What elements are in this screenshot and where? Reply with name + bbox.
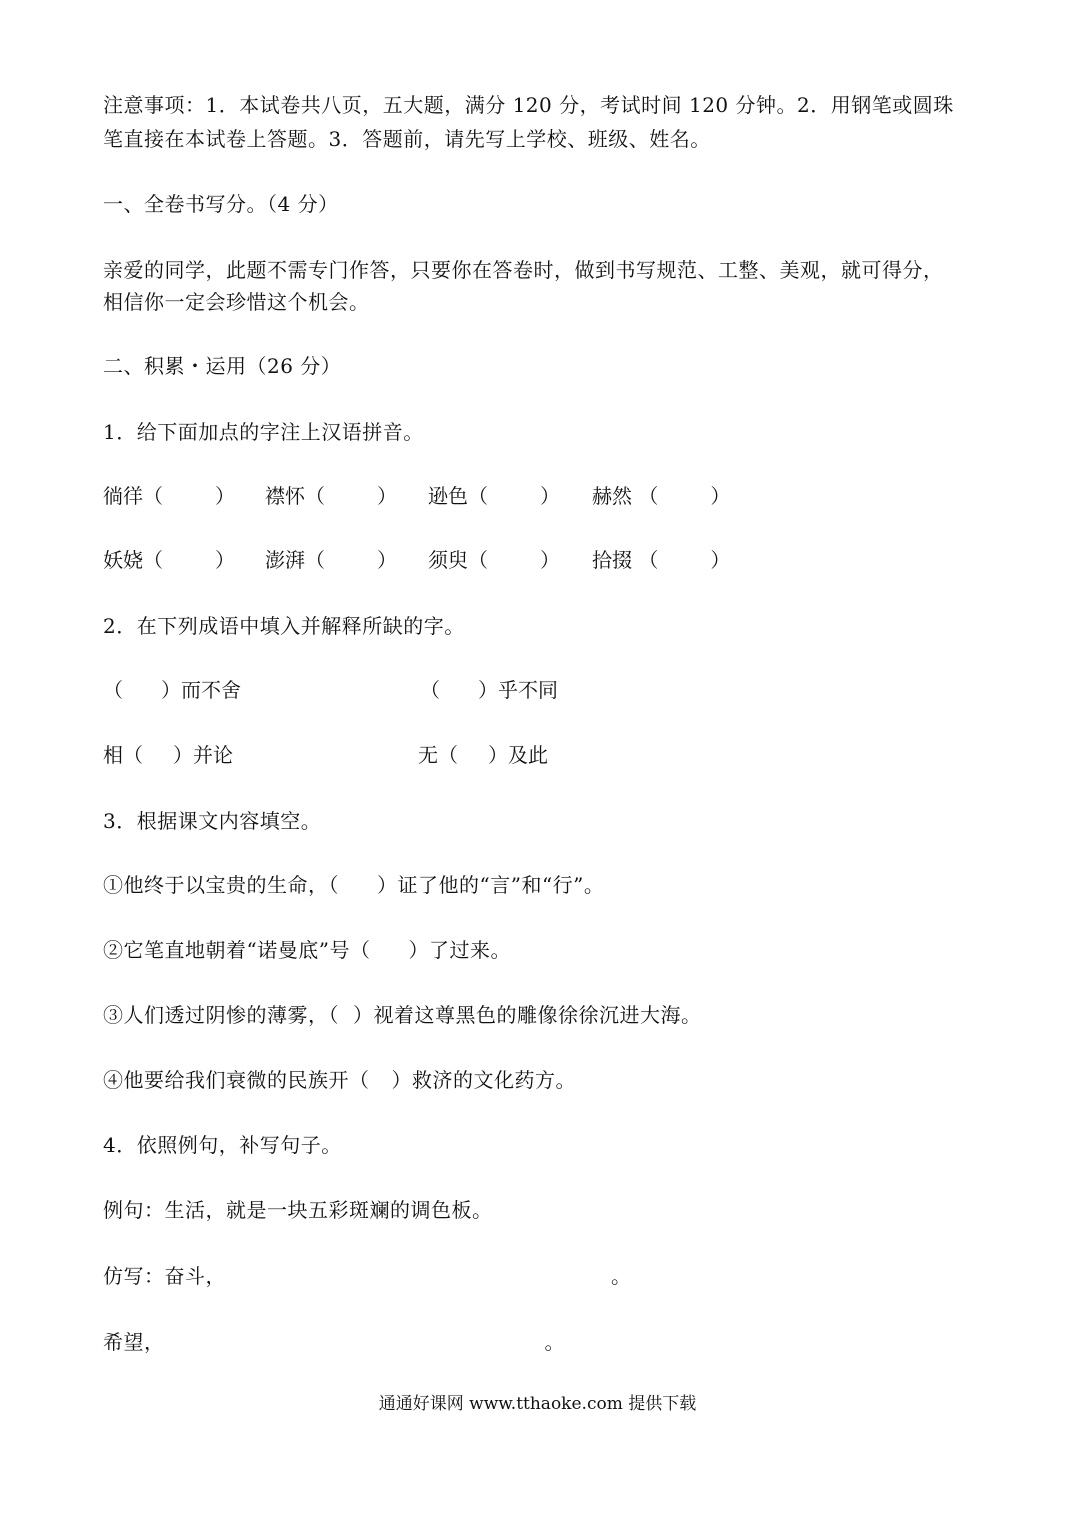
pinyin-item: 拾掇 （ ）: [592, 548, 731, 572]
footer-credit: 通通好课网 www.tthaoke.com 提供下载: [378, 1394, 697, 1414]
q3-item-2: ②它笔直地朝着“诺曼底”号（ ）了过来。: [103, 938, 511, 962]
pinyin-item: 徜徉（ ）: [103, 484, 235, 508]
pinyin-item: 须臾（ ）: [428, 548, 560, 572]
q1-row-2: [0, 546, 1075, 574]
q1-row-1: [0, 482, 1075, 510]
q3-prompt: 3．根据课文内容填空。: [103, 809, 322, 833]
q2-row-1: [0, 676, 1075, 704]
idiom-item: （ ）乎不同: [420, 678, 558, 702]
notice-line-2: 笔直接在本试卷上答题。3．答题前，请先写上学校、班级、姓名。: [103, 127, 711, 151]
pinyin-item: 赫然 （ ）: [592, 484, 731, 508]
notice-line-1: 注意事项：1．本试卷共八页，五大题，满分 120 分，考试时间 120 分钟。2．用钢笔或圆珠: [103, 93, 954, 117]
q3-item-4: ④他要给我们衰微的民族开（ ）救济的文化药方。: [103, 1068, 576, 1092]
q4-imitate-1: 仿写：奋斗， 。: [103, 1264, 632, 1288]
section1-body-1: 亲爱的同学，此题不需专门作答，只要你在答卷时，做到书写规范、工整、美观，就可得分，: [103, 258, 944, 282]
q1-prompt: 1．给下面加点的字注上汉语拼音。: [103, 420, 424, 444]
q3-item-1: ①他终于以宝贵的生命，（ ）证了他的“言”和“行”。: [103, 873, 605, 897]
q2-prompt: 2．在下列成语中填入并解释所缺的字。: [103, 614, 465, 638]
q3-item-3: ③人们透过阴惨的薄雾，（ ）视着这尊黑色的雕像徐徐沉进大海。: [103, 1003, 702, 1027]
q4-imitate-2: 希望， 。: [103, 1330, 565, 1354]
pinyin-item: 澎湃（ ）: [265, 548, 397, 572]
section1-title: 一、全卷书写分。（4 分）: [103, 192, 339, 216]
idiom-item: 无（ ）及此: [418, 743, 548, 767]
pinyin-item: 妖娆（ ）: [103, 548, 235, 572]
pinyin-item: 逊色（ ）: [428, 484, 560, 508]
idiom-item: 相（ ）并论: [103, 743, 233, 767]
pinyin-item: 襟怀（ ）: [265, 484, 397, 508]
q2-row-2: [0, 741, 1075, 769]
idiom-item: （ ）而不舍: [103, 678, 241, 702]
q4-prompt: 4．依照例句，补写句子。: [103, 1133, 342, 1157]
q4-example: 例句：生活，就是一块五彩斑斓的调色板。: [103, 1198, 493, 1222]
section2-title: 二、积累・运用（26 分）: [103, 354, 342, 378]
section1-body-2: 相信你一定会珍惜这个机会。: [103, 290, 370, 314]
